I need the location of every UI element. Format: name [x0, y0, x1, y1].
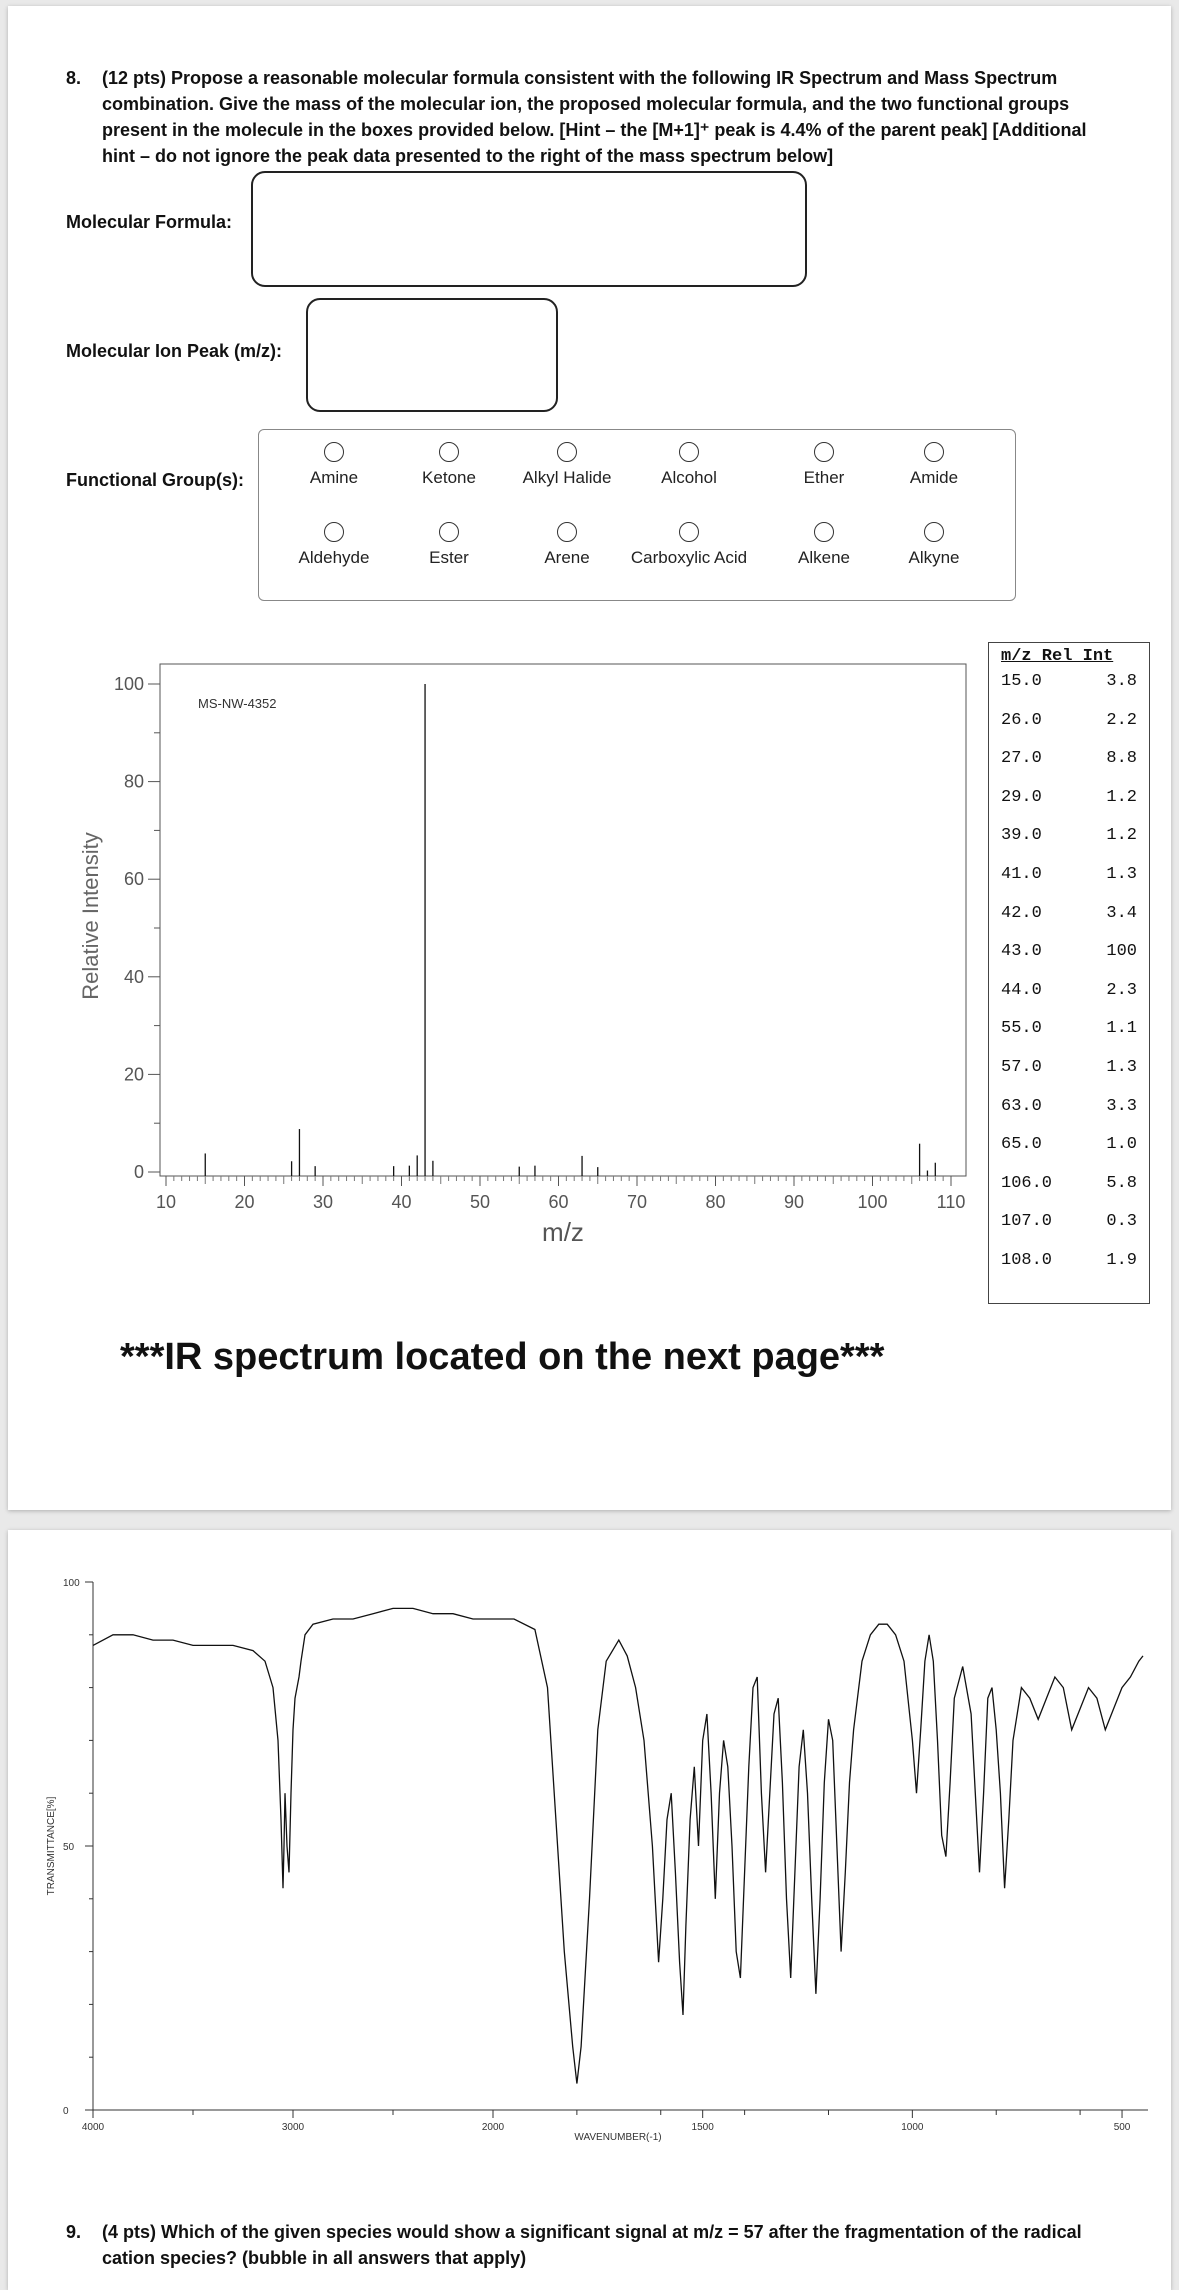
option-alkyne[interactable]: [859, 522, 1009, 568]
ir-y-tick-label: 0: [63, 2106, 69, 2117]
radio-bubble-icon[interactable]: [439, 442, 459, 462]
peak-mz: 106.0: [1001, 1173, 1053, 1193]
peak-table-row: [989, 1165, 1149, 1203]
peak-mz: 107.0: [1001, 1212, 1053, 1232]
peak-table-row: [989, 702, 1149, 740]
peak-mz: 108.0: [1001, 1251, 1053, 1270]
peak-mz: 26.0: [1001, 710, 1042, 730]
ir-x-tick-label: 4000: [81, 2122, 105, 2133]
peak-mz: 57.0: [1001, 1058, 1042, 1077]
peak-intensity: 3.8: [1106, 672, 1137, 691]
peak-mz: 41.0: [1001, 865, 1042, 884]
peak-mz: 42.0: [1001, 903, 1042, 923]
peak-mz: 63.0: [1001, 1096, 1042, 1116]
ms-y-tick-label: 20: [123, 1064, 144, 1085]
ms-x-tick-label: 60: [548, 1192, 569, 1212]
ms-chart-title: MS-NW-4352: [198, 696, 277, 711]
peak-table-row: [989, 895, 1149, 933]
ms-x-tick-label: 100: [857, 1192, 888, 1212]
peak-table-row: [989, 817, 1149, 855]
radio-bubble-icon[interactable]: [324, 522, 344, 542]
radio-bubble-icon[interactable]: [924, 522, 944, 542]
ms-y-tick-label: 80: [123, 771, 144, 792]
option-label: Ether: [803, 468, 845, 487]
question-9-number: 9.: [66, 2222, 82, 2242]
peak-table-row: [989, 856, 1149, 894]
peak-intensity: 100: [1106, 942, 1137, 962]
radio-bubble-icon[interactable]: [814, 522, 834, 542]
ir-y-tick-label: 100: [63, 1578, 80, 1589]
peak-mz: 65.0: [1001, 1135, 1042, 1155]
molecular-ion-answer-box[interactable]: [306, 298, 558, 412]
ms-x-tick-label: 20: [234, 1192, 255, 1212]
option-label: Ketone: [422, 468, 476, 487]
radio-bubble-icon[interactable]: [557, 442, 577, 462]
functional-groups-label: Functional Group(s):: [66, 470, 244, 490]
peak-intensity: 1.1: [1106, 1019, 1137, 1039]
peak-mz: 15.0: [1001, 672, 1042, 691]
question-8-line-3: present in the molecule in the boxes provided below. [Hint – the [M+1]⁺ peak is 4.4% of the parent peak] [Additional: [102, 120, 1087, 140]
peak-table-row: [989, 740, 1149, 778]
option-amide[interactable]: [859, 442, 1009, 488]
ir-x-tick-label: 1000: [901, 2122, 924, 2133]
option-label: Amide: [909, 468, 959, 487]
radio-bubble-icon[interactable]: [324, 442, 344, 462]
option-label: Arene: [544, 548, 590, 567]
peak-intensity: 3.4: [1106, 903, 1137, 923]
option-label: Ester: [429, 548, 469, 567]
option-label: Alcohol: [661, 468, 717, 487]
ir-y-tick-label: 50: [63, 1842, 75, 1853]
peak-mz: 29.0: [1001, 787, 1042, 807]
ms-y-axis-label: Relative Intensity: [78, 832, 103, 1000]
radio-bubble-icon[interactable]: [439, 522, 459, 542]
ir-x-tick-label: 2000: [481, 2122, 505, 2133]
ir-next-page-note: ***IR spectrum located on the next page***: [120, 1336, 885, 1378]
page-1: [8, 6, 1171, 1510]
question-8: [8, 6, 1171, 166]
peak-table-row: [989, 1049, 1149, 1087]
ms-x-axis-label: m/z: [542, 1217, 584, 1247]
molecular-ion-label: Molecular Ion Peak (m/z):: [66, 341, 283, 361]
ms-x-tick-label: 90: [783, 1192, 805, 1212]
ms-y-tick-label: 100: [113, 674, 144, 694]
peak-table-row: [989, 1126, 1149, 1164]
peak-table-row: [989, 1010, 1149, 1048]
question-9: [8, 2220, 1171, 2280]
option-label: Alkyne: [908, 548, 960, 567]
peak-table-row: [989, 933, 1149, 971]
ir-spectrum-chart: [8, 1570, 1171, 2170]
option-label: Carboxylic Acid: [630, 548, 748, 567]
ms-y-tick-label: 40: [123, 966, 144, 987]
ms-plot-frame: [160, 664, 966, 1176]
peak-intensity: 8.8: [1106, 749, 1137, 769]
peak-intensity: 1.3: [1106, 865, 1137, 884]
peak-mz: 39.0: [1001, 826, 1042, 846]
page-2: [8, 1530, 1171, 2290]
peak-intensity: 1.0: [1106, 1135, 1137, 1155]
ms-x-tick-label: 10: [155, 1192, 177, 1212]
molecular-formula-answer-box[interactable]: [251, 171, 807, 287]
peak-table-row: [989, 972, 1149, 1010]
ms-x-tick-label: 70: [626, 1192, 648, 1212]
peak-table-row: [989, 663, 1149, 701]
ms-x-tick-label: 80: [705, 1192, 726, 1212]
peak-table-row: [989, 1242, 1149, 1280]
question-8-number: 8.: [66, 68, 82, 88]
ir-x-tick-label: 1500: [691, 2122, 714, 2133]
peak-table-row: [989, 1088, 1149, 1126]
question-9-line-2: cation species? (bubble in all answers that apply): [102, 2248, 527, 2268]
peak-intensity: 3.3: [1106, 1096, 1137, 1116]
option-label: Alkene: [798, 548, 850, 567]
ms-y-tick-label: 60: [123, 869, 144, 890]
radio-bubble-icon[interactable]: [924, 442, 944, 462]
peak-intensity: 2.2: [1106, 710, 1137, 730]
ms-x-tick-label: 40: [391, 1192, 412, 1212]
radio-bubble-icon[interactable]: [557, 522, 577, 542]
option-label: Alkyl Halide: [522, 468, 612, 487]
ir-spectrum-line: [93, 1608, 1143, 2083]
ir-x-tick-label: 500: [1113, 2122, 1131, 2133]
peak-table-row: [989, 1203, 1149, 1241]
question-9-line-1: (4 pts) Which of the given species would show a significant signal at m/z = 57 after the fragmentation of the radical: [102, 2222, 1082, 2242]
ir-x-tick-label: 3000: [281, 2122, 305, 2133]
peak-mz: 27.0: [1001, 749, 1042, 769]
peak-intensity: 1.2: [1106, 787, 1137, 807]
question-8-line-1: (12 pts) Propose a reasonable molecular formula consistent with the following IR Spectrum and Mass Spectrum: [102, 68, 1058, 88]
mass-spectrum-chart: [48, 636, 988, 1256]
option-label: Aldehyde: [298, 548, 370, 567]
peak-intensity: 5.8: [1106, 1173, 1137, 1193]
molecular-formula-label: Molecular Formula:: [66, 212, 233, 232]
ir-x-axis-label: WAVENUMBER(-1): [574, 2132, 662, 2143]
ms-x-tick-label: 110: [936, 1192, 966, 1212]
peak-table-row: [989, 779, 1149, 817]
ir-y-axis-label: TRANSMITTANCE[%]: [46, 1796, 57, 1896]
radio-bubble-icon[interactable]: [679, 442, 699, 462]
peak-intensity: 1.3: [1106, 1058, 1137, 1077]
functional-groups-panel: [258, 429, 1016, 601]
ms-y-tick-label: 0: [133, 1162, 144, 1182]
radio-bubble-icon[interactable]: [679, 522, 699, 542]
peak-mz: 44.0: [1001, 980, 1042, 1000]
peak-mz: 55.0: [1001, 1019, 1042, 1039]
option-carboxylic-acid[interactable]: [614, 522, 764, 568]
peak-intensity: 0.3: [1106, 1212, 1137, 1232]
peak-intensity: 1.9: [1106, 1251, 1137, 1270]
ms-x-tick-label: 30: [312, 1192, 334, 1212]
peak-intensity: 1.2: [1106, 826, 1137, 846]
question-8-line-2: combination. Give the mass of the molecular ion, the proposed molecular formula, and the two functional groups: [102, 94, 1070, 114]
peak-table-header: m/z Rel Int: [1001, 647, 1114, 666]
radio-bubble-icon[interactable]: [814, 442, 834, 462]
option-alcohol[interactable]: [614, 442, 764, 488]
ms-x-tick-label: 50: [469, 1192, 491, 1212]
peak-intensity: 2.3: [1106, 980, 1137, 1000]
option-label: Amine: [309, 468, 359, 487]
question-8-line-4: hint – do not ignore the peak data presented to the right of the mass spectrum below]: [102, 146, 834, 166]
peak-mz: 43.0: [1001, 942, 1042, 962]
peak-table: [988, 642, 1150, 1304]
